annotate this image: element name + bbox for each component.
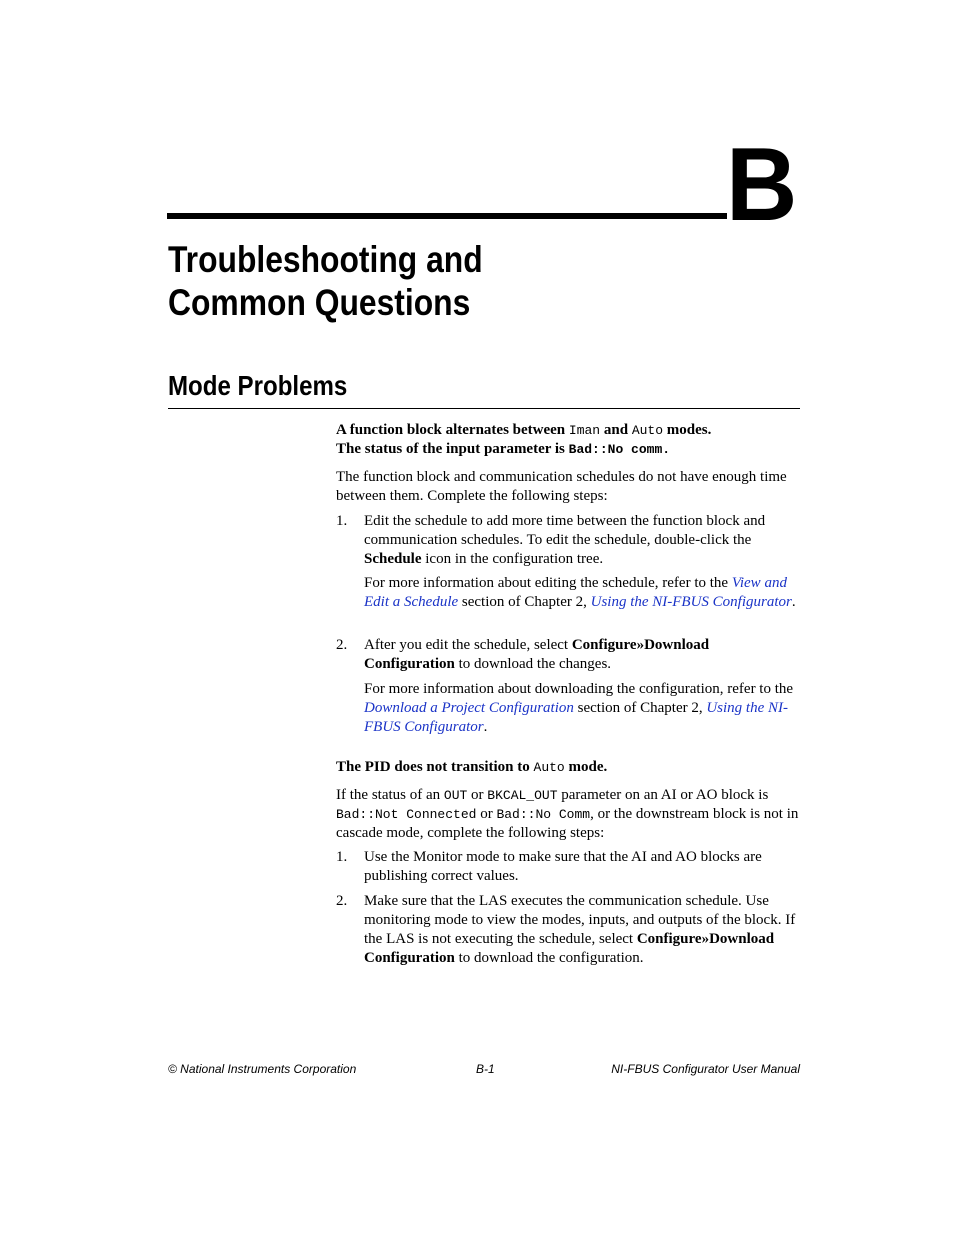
- q1-step-2-text: After you edit the schedule, select Configure»Download Configuration to download the changes.: [364, 637, 710, 672]
- step-number: 1.: [336, 849, 348, 865]
- footer-copyright: © National Instruments Corporation: [168, 1062, 357, 1076]
- question-1-line-1: A function block alternates between Iman and Auto modes.: [336, 422, 712, 438]
- footer-manual-title: NI-FBUS Configurator User Manual: [611, 1062, 800, 1076]
- code-auto: Auto: [533, 760, 565, 775]
- chapter-letter: B: [726, 127, 798, 243]
- q1-step-1-more-info: For more information about editing the schedule, refer to the View and Edit a Schedule section of Chapter 2, Using the NI-FBUS Configurator.: [364, 575, 796, 610]
- step-number: 1.: [336, 513, 348, 529]
- code-iman: Iman: [568, 423, 601, 438]
- chapter-title: [168, 238, 483, 324]
- step-number: 2.: [336, 637, 348, 653]
- section-rule: [168, 408, 800, 409]
- q2-step-2-text: Make sure that the LAS executes the communication schedule. Use monitoring mode to view the modes, inputs, and outputs of the block. If the LAS is not executing the schedule, select Configure»Download Configuration to download the configuration.: [364, 893, 796, 966]
- section-title: Mode Problems: [168, 370, 348, 401]
- code-auto: Auto: [631, 423, 664, 438]
- chapter-title-line-1: Troubleshooting and: [168, 239, 483, 280]
- link-view-edit-schedule[interactable]: View and Edit a Schedule: [364, 575, 787, 610]
- q1-step-2-more-info: For more information about downloading the configuration, refer to the Download a Project Configuration section of Chapter 2, Using the NI-FBUS Configurator.: [364, 681, 794, 735]
- code-bkcal-out: BKCAL_OUT: [487, 788, 558, 803]
- chapter-rule: [167, 213, 727, 219]
- q1-step-1-text: Edit the schedule to add more time between the function block and communication schedules. To edit the schedule, double-click the Schedule icon in the configuration tree.: [364, 513, 766, 567]
- q2-step-1-text: Use the Monitor mode to make sure that the AI and AO blocks are publishing correct values.: [364, 849, 762, 884]
- link-using-configurator[interactable]: Using the NI-FBUS Configurator: [590, 594, 792, 610]
- code-bad-not-connected: Bad::Not Connected: [336, 807, 477, 822]
- footer-page-number: B-1: [476, 1062, 495, 1076]
- link-using-configurator[interactable]: Using the NI-FBUS Configurator: [364, 700, 789, 735]
- link-download-project-configuration[interactable]: Download a Project Configuration: [364, 700, 574, 716]
- question-2-heading: The PID does not transition to Auto mode.: [336, 759, 608, 775]
- question-1-heading: [336, 421, 800, 459]
- code-bad-no-comm: Bad::No Comm: [496, 807, 591, 822]
- step-number: 2.: [336, 893, 348, 909]
- question-1-line-2: The status of the input parameter is Bad::No comm.: [336, 441, 671, 457]
- question-2-intro: If the status of an OUT or BKCAL_OUT parameter on an AI or AO block is Bad::Not Connected or Bad::No Comm, or the downstream block is not in cascade mode, complete the following steps:: [336, 787, 799, 841]
- code-bad-no-comm: Bad::No comm.: [568, 442, 671, 457]
- question-1-intro: The function block and communication schedules do not have enough time between them. Complete the following steps:: [336, 469, 787, 504]
- code-out: OUT: [443, 788, 468, 803]
- chapter-title-line-2: Common Questions: [168, 282, 471, 323]
